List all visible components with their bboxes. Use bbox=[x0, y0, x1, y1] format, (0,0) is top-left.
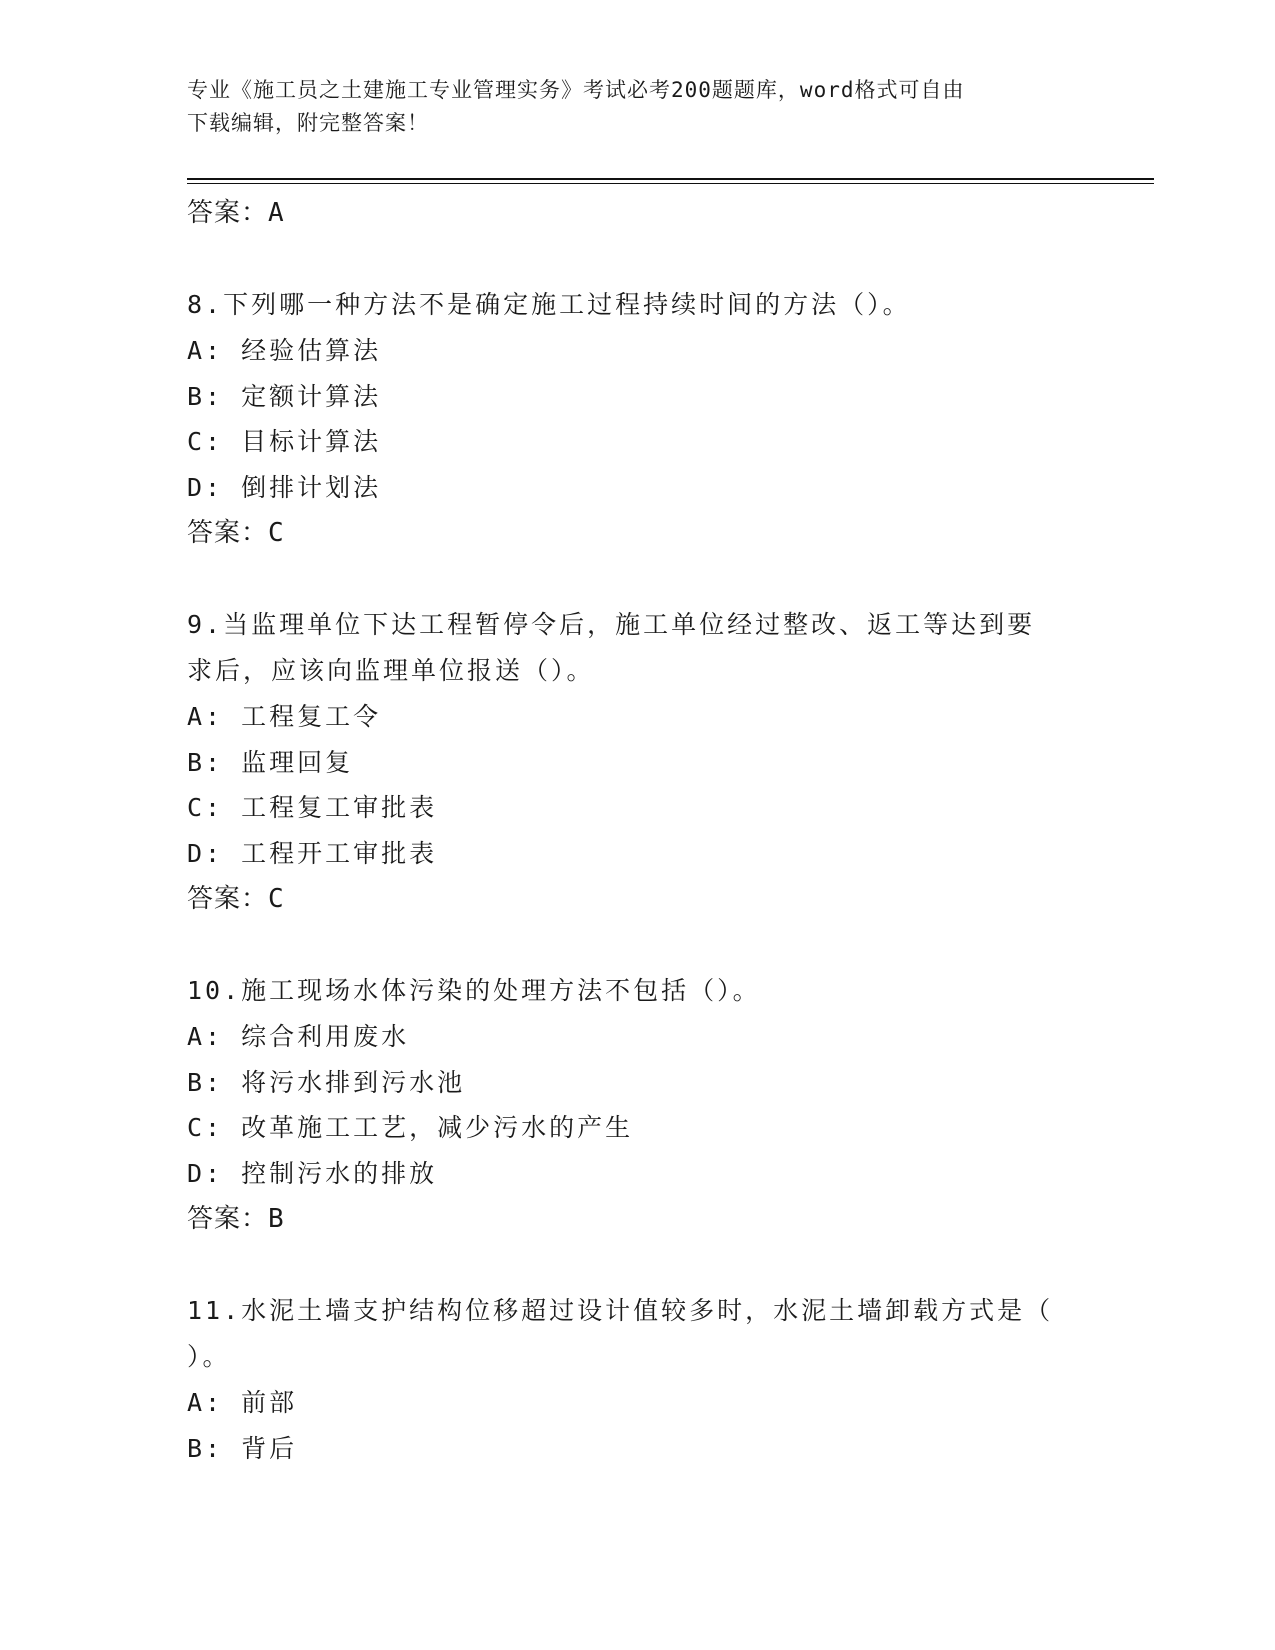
option-b: B: 监理回复 bbox=[187, 747, 354, 777]
answer: 答案：B bbox=[187, 1204, 285, 1234]
question-block bbox=[187, 1288, 1087, 1471]
question-text: 8.下列哪一种方法不是确定施工过程持续时间的方法（）。 bbox=[187, 290, 911, 319]
question-block bbox=[187, 282, 1087, 556]
option-d: D: 控制污水的排放 bbox=[187, 1158, 438, 1188]
option-c: C: 工程复工审批表 bbox=[187, 793, 438, 822]
question-block bbox=[187, 968, 1087, 1242]
header-rule-thin bbox=[187, 183, 1154, 184]
option-d: D: 工程开工审批表 bbox=[187, 838, 438, 868]
question-text: 11.水泥土墙支护结构位移超过设计值较多时，水泥土墙卸载方式是（ bbox=[187, 1296, 1054, 1325]
header-line-1: 专业《施工员之土建施工专业管理实务》考试必考200题题库，word格式可自由 bbox=[187, 78, 965, 102]
option-b: B: 定额计算法 bbox=[187, 381, 382, 411]
question-content bbox=[187, 190, 1087, 1471]
question-text: 9.当监理单位下达工程暂停令后，施工单位经过整改、返工等达到要 bbox=[187, 610, 1036, 639]
option-b: B: 背后 bbox=[187, 1433, 298, 1463]
answer: 答案：C bbox=[187, 518, 285, 548]
header-rule-thick bbox=[187, 178, 1154, 180]
document-header bbox=[187, 74, 1087, 140]
option-a: A: 经验估算法 bbox=[187, 336, 382, 365]
question-text-cont: ）。 bbox=[187, 1342, 231, 1371]
option-c: C: 改革施工工艺，减少污水的产生 bbox=[187, 1113, 634, 1142]
header-line-2: 下载编辑，附完整答案！ bbox=[187, 111, 429, 135]
question-block bbox=[187, 602, 1087, 922]
option-a: A: 综合利用废水 bbox=[187, 1022, 410, 1051]
previous-answer: 答案：A bbox=[187, 198, 285, 228]
question-text: 10.施工现场水体污染的处理方法不包括（）。 bbox=[187, 976, 761, 1005]
option-d: D: 倒排计划法 bbox=[187, 472, 382, 502]
answer: 答案：C bbox=[187, 884, 285, 914]
option-b: B: 将污水排到污水池 bbox=[187, 1067, 466, 1097]
option-c: C: 目标计算法 bbox=[187, 427, 382, 456]
option-a: A: 工程复工令 bbox=[187, 702, 382, 731]
option-a: A: 前部 bbox=[187, 1388, 298, 1417]
question-text-cont: 求后，应该向监理单位报送（）。 bbox=[187, 656, 595, 685]
